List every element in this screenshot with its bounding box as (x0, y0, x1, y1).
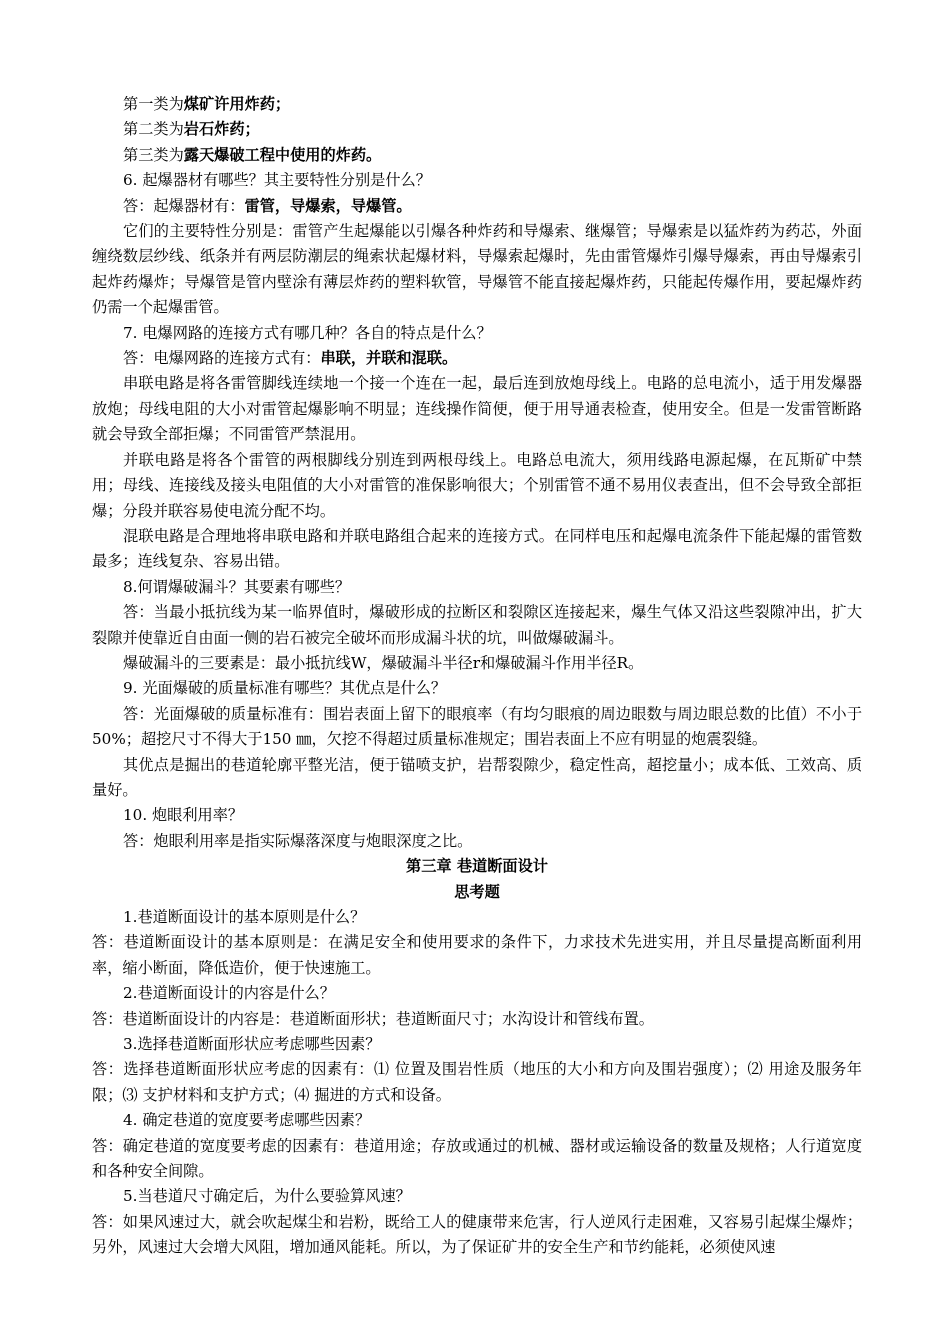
s-answer-1: 答：巷道断面设计的基本原则是：在满足安全和使用要求的条件下，力求技术先进实用，并且尽量提高断面利用率，缩小断面，降低造价，便于快速施工。 (92, 933, 862, 977)
question-6: 6. 起爆器材有哪些？其主要特性分别是什么？ (123, 171, 431, 190)
answer-8-elements: 爆破漏斗的三要素是：最小抵抗线W，爆破漏斗半径r和爆破漏斗作用半径R。 (123, 653, 644, 672)
bold-term: 岩石炸药； (183, 120, 260, 139)
text-run: 第三类为 (123, 145, 184, 164)
s-answer-4: 答：确定巷道的宽度要考虑的因素有：巷道用途；存放或通过的机械、器材或运输设备的数量及规格；人行道宽度和各种安全间隙。 (92, 1136, 862, 1181)
class-1-line (92, 92, 862, 117)
text-run: 答：起爆器材有： (123, 196, 245, 215)
question-7: 7. 电爆网路的连接方式有哪几种？各自的特点是什么？ (123, 323, 492, 342)
s-question-2: 2.巷道断面设计的内容是什么？ (123, 984, 335, 1003)
answer-7-lead (92, 346, 862, 371)
text-run: 答：电爆网路的连接方式有： (123, 349, 321, 368)
s-question-4: 4. 确定巷道的宽度要考虑哪些因素？ (123, 1111, 371, 1130)
bold-term: 煤矿许用炸药； (183, 95, 291, 113)
answer-9-advantages: 其优点是掘出的巷道轮廓平整光洁，便于锚喷支护，岩帮裂隙少，稳定性高，超挖量小；成本低、工效高、质量好。 (92, 755, 862, 799)
answer-7-mixed: 混联电路是合理地将串联电路和并联电路组合起来的连接方式。在同样电压和起爆电流条件下能起爆的雷管数最多；连线复杂、容易出错。 (92, 526, 862, 571)
chapter-title: 第三章 巷道断面设计 (406, 857, 548, 876)
answer-7-series: 串联电路是将各雷管脚线连续地一个接一个连在一起，最后连到放炮母线上。电路的总电流小，适于用发爆器放炮；母线电阻的大小对雷管起爆影响不明显；连线操作简便，便于用导通表检查，使用安全。但是一发雷管断路就会导致全部拒爆；不同雷管严禁混用。 (92, 374, 862, 444)
question-8: 8.何谓爆破漏斗？其要素有哪些？ (123, 577, 351, 596)
document-body (92, 92, 862, 1261)
s-answer-5: 答：如果风速过大，就会吹起煤尘和岩粉，既给工人的健康带来危害，行人逆风行走困难，又容易引起煤尘爆炸；另外，风速过大会增大风阻，增加通风能耗。所以，为了保证矿井的安全生产和节约能耗，必须使风速 (92, 1212, 862, 1257)
answer-7-parallel: 并联电路是将各个雷管的两根脚线分别连到两根母线上。电路总电流大，须用线路电源起爆，在瓦斯矿中禁用；母线、连接线及接头电阻值的大小对雷管的准保影响很大；个别雷管不通不易用仪表查出，但不会导致全部拒爆；分段并联容易使电流分配不均。 (92, 450, 862, 520)
bold-term: 露天爆破工程中使用的炸药。 (183, 145, 382, 164)
bold-term: 雷管，导爆索，导爆管。 (244, 196, 412, 215)
s-question-3: 3.选择巷道断面形状应考虑哪些因素？ (123, 1035, 381, 1054)
s-answer-3: 答：选择巷道断面形状应考虑的因素有：⑴ 位置及围岩性质（地压的大小和方向及围岩强度）；⑵ 用途及服务年限；⑶ 支护材料和支护方式；⑷ 掘进的方式和设备。 (92, 1060, 862, 1104)
answer-9-standard: 答：光面爆破的质量标准有：围岩表面上留下的眼痕率（有均匀眼痕的周边眼数与周边眼总数的比值）不小于50%；超挖尺寸不得大于150 ㎜，欠挖不得超过质量标准规定；围岩表面上不应有明显的炮震裂缝。 (92, 704, 862, 749)
answer-6-body: 它们的主要特性分别是：雷管产生起爆能以引爆各种炸药和导爆索、继爆管；导爆索是以猛炸药为药芯，外面缠绕数层纱线、纸条并有两层防潮层的绳索状起爆材料，导爆索起爆时，先由雷管爆炸引爆导爆索，再由导爆索引起炸药爆炸；导爆管是管内壁涂有薄层炸药的塑料软管，导爆管不能直接起爆炸药，只能起传爆作用，要起爆炸药仍需一个起爆雷管。 (92, 222, 862, 317)
answer-10: 答：炮眼利用率是指实际爆落深度与炮眼深度之比。 (123, 831, 473, 850)
s-question-1: 1.巷道断面设计的基本原则是什么？ (123, 908, 366, 926)
s-answer-2: 答：巷道断面设计的内容是：巷道断面形状；巷道断面尺寸；水沟设计和管线布置。 (92, 1009, 654, 1028)
question-10: 10. 炮眼利用率？ (123, 806, 244, 825)
s-question-5: 5.当巷道尺寸确定后，为什么要验算风速？ (123, 1187, 411, 1206)
text-run: 第二类为 (123, 120, 184, 139)
class-3-line (92, 143, 862, 168)
section-title: 思考题 (454, 882, 500, 901)
answer-6-lead (92, 194, 862, 219)
bold-term: 串联，并联和混联。 (320, 349, 458, 368)
class-2-line (92, 117, 862, 142)
text-run: 第一类为 (123, 95, 184, 113)
answer-8: 答：当最小抵抗线为某一临界值时，爆破形成的拉断区和裂隙区连接起来，爆生气体又沿这些裂隙冲出，扩大裂隙并使靠近自由面一侧的岩石被完全破坏而形成漏斗状的坑，叫做爆破漏斗。 (92, 603, 862, 647)
question-9: 9. 光面爆破的质量标准有哪些？其优点是什么？ (123, 679, 447, 698)
